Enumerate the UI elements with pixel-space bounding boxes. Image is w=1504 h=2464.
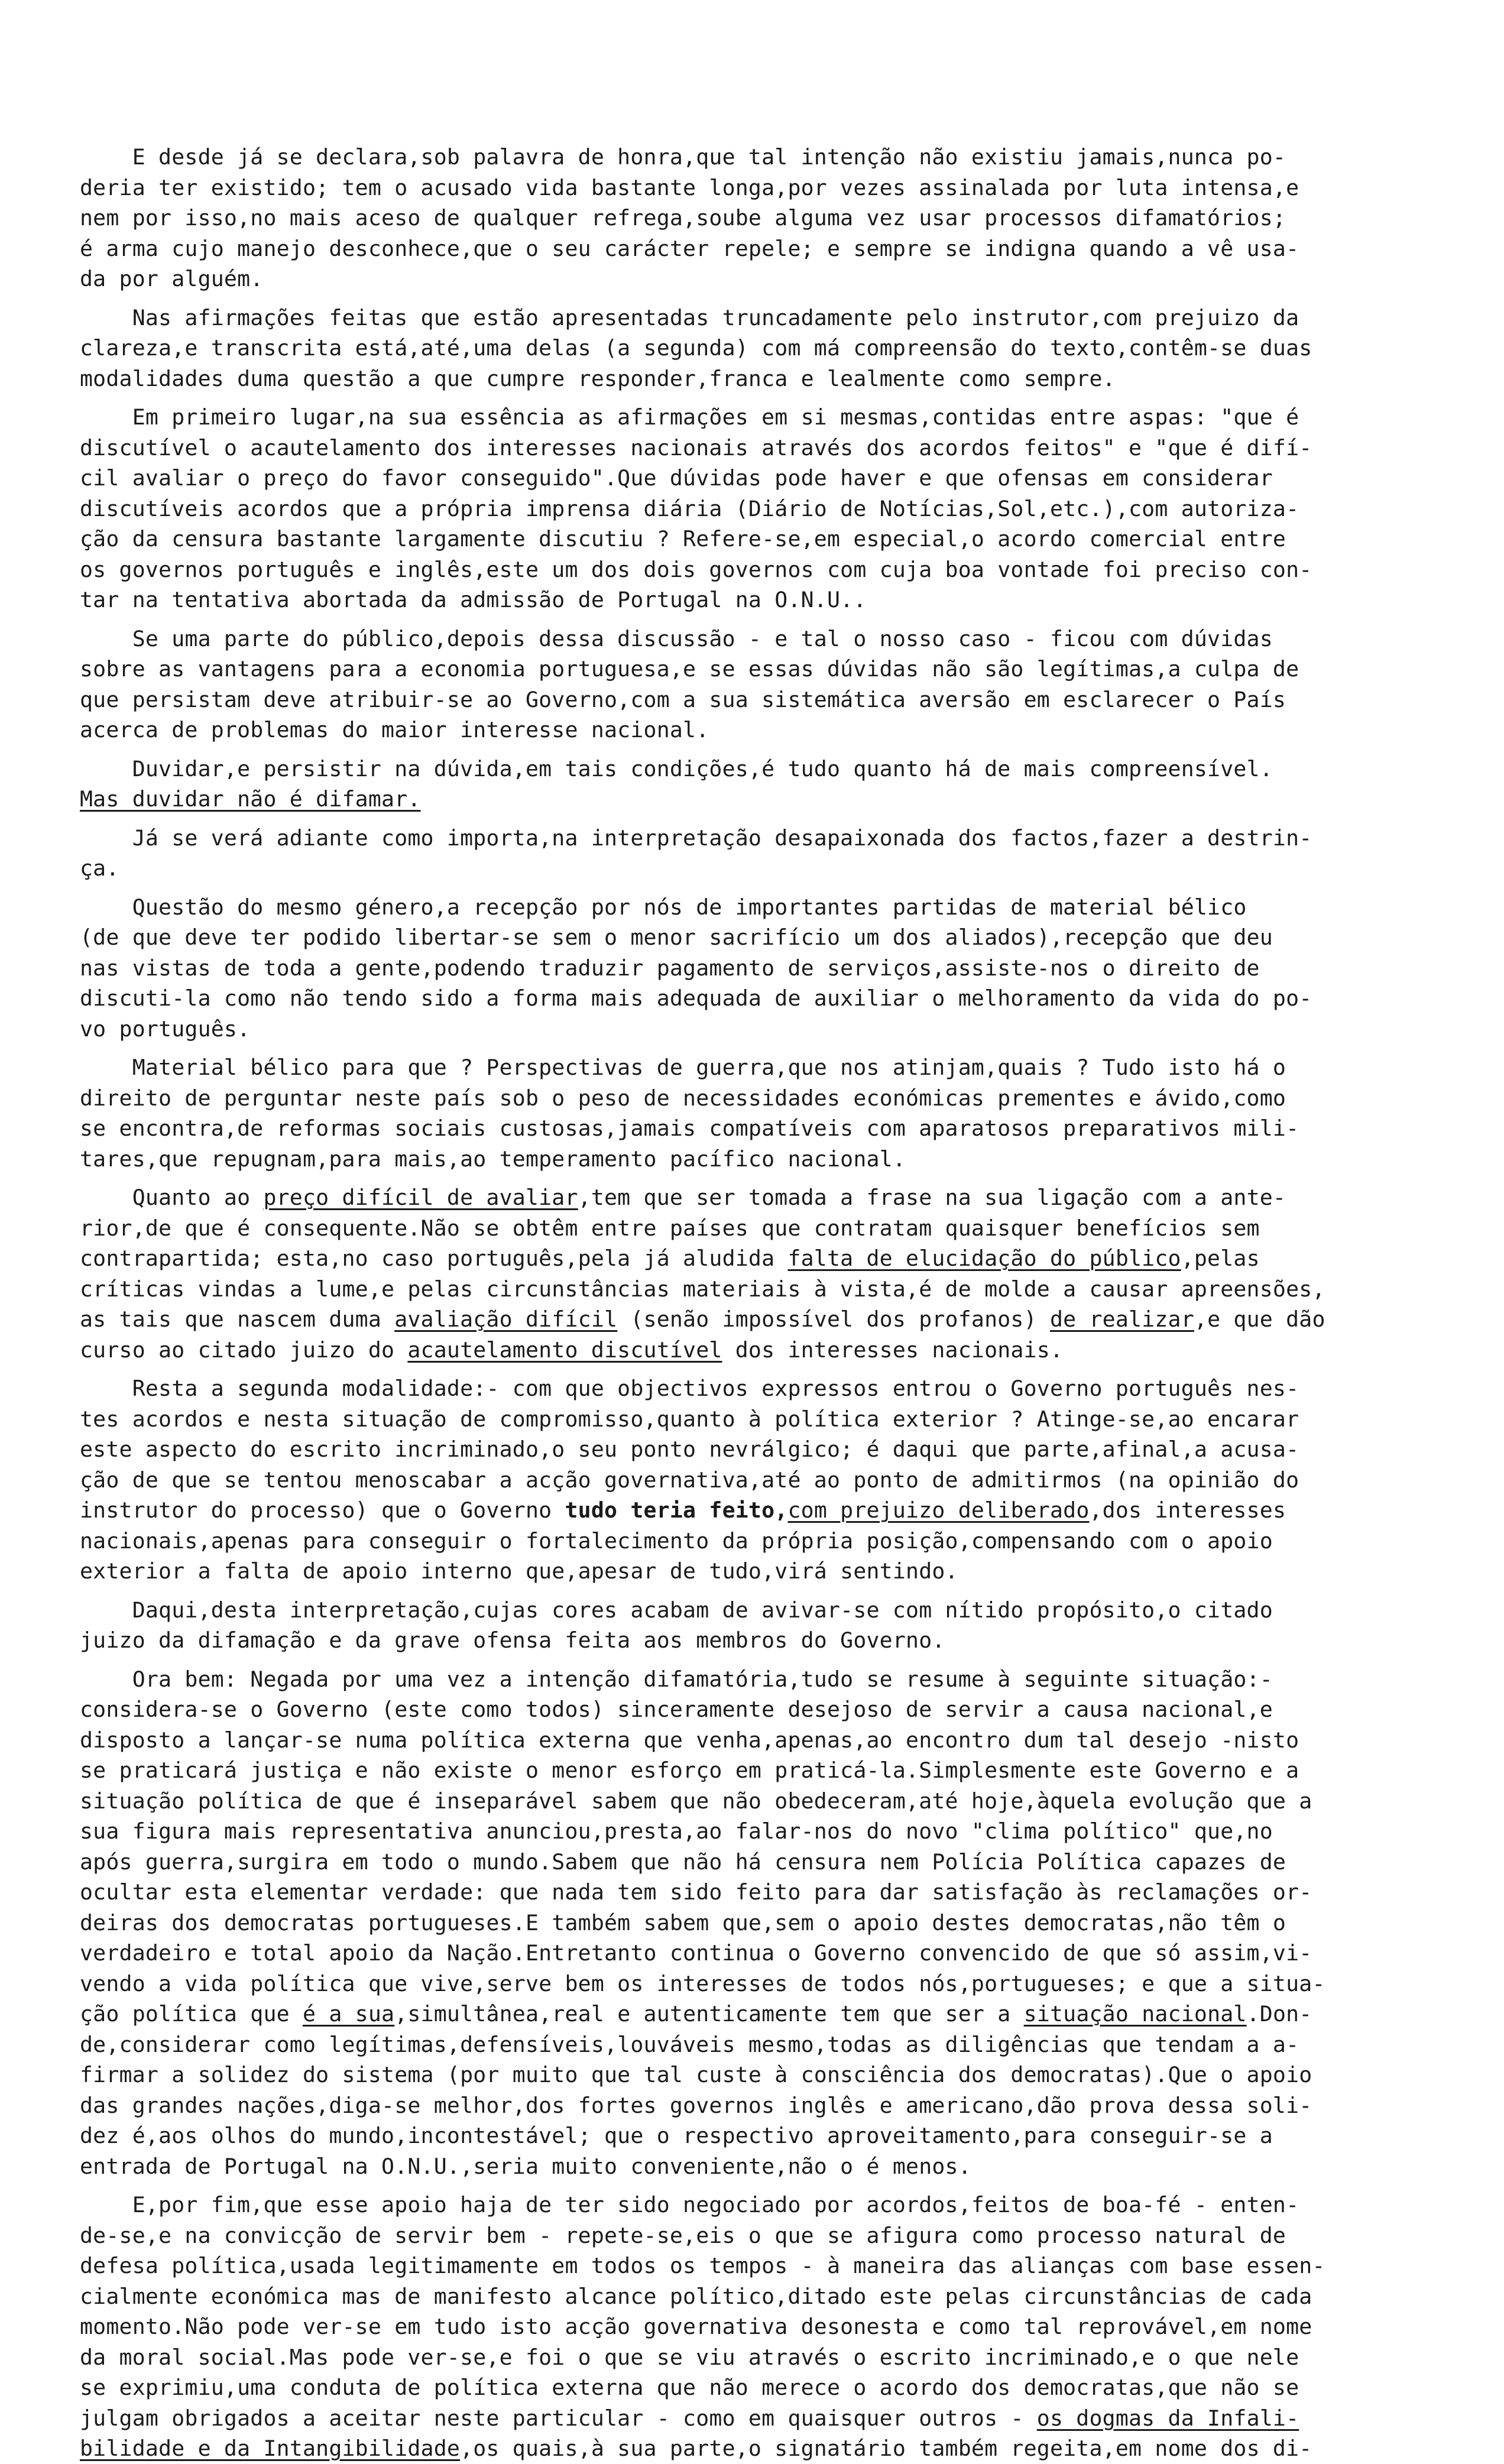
text-line: da moral social.Mas pode ver-se,e foi o que se viu através o escrito incriminado,e o que nele <box>80 2344 1299 2370</box>
text-line: clareza,e transcrita está,até,uma delas (a segunda) com má compreensão do texto,contêm-se duas <box>80 335 1312 361</box>
paragraph-gap <box>80 815 1451 823</box>
text-line: Ora bem: Negada por uma vez a intenção difamatória,tudo se resume à seguinte situação:- <box>80 1666 1273 1692</box>
paragraph-gap <box>80 884 1451 892</box>
underlined-phrase: de realizar <box>1049 1306 1194 1332</box>
text-line: discutível o acautelamento dos interesses nacionais através dos acordos feitos" e "que é difí- <box>80 435 1312 461</box>
underlined-phrase: bilidade e da Intangibilidade <box>80 2436 461 2461</box>
underlined-phrase: avaliação difícil <box>394 1306 618 1332</box>
text-line: vo português. <box>80 1016 251 1042</box>
underlined-phrase: acautelamento discutível <box>407 1337 722 1363</box>
text-line: ção política que é a sua,simultânea,real e autenticamente tem que ser a situação nacional.Don- <box>80 2001 1312 2027</box>
text-line: este aspecto do escrito incriminado,o seu ponto nevrálgico; é daqui que parte,afinal,a acusa- <box>80 1437 1299 1462</box>
text-line: exterior a falta de apoio interno que,apesar de tudo,virá sentindo. <box>80 1558 958 1584</box>
paragraph <box>80 892 1451 1045</box>
text-line: momento.Não pode ver-se em tudo isto acção governativa desonesta e como tal reprovável,em nome <box>80 2314 1312 2339</box>
underlined-phrase: com prejuizo deliberado <box>787 1497 1090 1523</box>
text-line: curso ao citado juizo do acautelamento discutível dos interesses nacionais. <box>80 1337 1064 1363</box>
text-line: críticas vindas a lume,e pelas circunstâncias materiais à vista,é de molde a causar apreensões, <box>80 1276 1325 1302</box>
text-line: Se uma parte do público,depois dessa discussão - e tal o nosso caso - ficou com dúvidas <box>80 625 1273 651</box>
text-line: situação política de que é inseparável sabem que não obedeceram,até hoje,àquela evolução que a <box>80 1788 1312 1814</box>
text-line: deiras dos democratas portugueses.E também sabem que,sem o apoio destes democratas,não têm o <box>80 1909 1286 1935</box>
text-line: rior,de que é consequente.Não se obtêm entre países que contratam quaisquer benefícios sem <box>80 1215 1260 1241</box>
text-line: Quanto ao preço difícil de avaliar,tem que ser tomada a frase na sua ligação com a ante- <box>80 1185 1286 1210</box>
text-line <box>80 784 1451 815</box>
text-line: Nas afirmações feitas que estão apresentadas truncadamente pelo instrutor,com prejuizo da <box>80 304 1299 330</box>
text-line: bilidade e da Intangibilidade,os quais,à sua parte,o signatário também regeita,em nome dos di- <box>80 2436 1312 2461</box>
text-line: da por alguém. <box>80 266 264 291</box>
text-line: Resta a segunda modalidade:- com que objectivos expressos entrou o Governo português nes- <box>80 1376 1299 1401</box>
underlined-phrase: situação nacional <box>1023 2001 1247 2027</box>
text-line: defesa política,usada legitimamente em todos os tempos - à maneira das alianças com base essen- <box>80 2253 1325 2278</box>
text-line: as tais que nascem duma avaliação difícil (senão impossível dos profanos) de realizar,e que dão <box>80 1306 1325 1332</box>
text-line: tes acordos e nesta situação de compromisso,quanto à política exterior ? Atinge-se,ao encarar <box>80 1406 1299 1432</box>
underlined-phrase: preço difícil de avaliar <box>263 1185 578 1210</box>
text-line: de,considerar como legítimas,defensíveis,louváveis mesmo,todas as diligências que tendam a a- <box>80 2031 1299 2057</box>
text-line: sua figura mais representativa anunciou,presta,ao falar-nos do novo "clima político" que,no <box>80 1818 1273 1844</box>
text-line: se exprimiu,uma conduta de política externa que não merece o acordo dos democratas,que não se <box>80 2375 1299 2400</box>
underlined-phrase: é a sua <box>302 2001 395 2027</box>
text-line: firmar a solidez do sistema (por muito que tal custe à consciência dos democratas).Que o apoio <box>80 2062 1312 2087</box>
text-line: nem por isso,no mais aceso de qualquer refrega,soube alguma vez usar processos difamatórios; <box>80 205 1286 231</box>
text-line: tar na tentativa abortada da admissão de Portugal na O.N.U.. <box>80 587 867 612</box>
paragraph-gap <box>80 1656 1451 1664</box>
text-line: verdadeiro e total apoio da Nação.Entretanto continua o Governo convencido de que só assim,vi- <box>80 1940 1312 1966</box>
text-line: julgam obrigados a aceitar neste particular - como em quaisquer outros - os dogmas da Infali- <box>80 2405 1299 2431</box>
text-line: é arma cujo manejo desconhece,que o seu carácter repele; e sempre se indigna quando a vê usa- <box>80 235 1299 261</box>
paragraph-gap <box>80 1174 1451 1182</box>
text-line: de-se,e na convicção de servir bem - repete-se,eis o que se afigura como processo natural de <box>80 2222 1286 2248</box>
text-line: nacionais,apenas para conseguir o fortalecimento da própria posição,compensando com o apoio <box>80 1528 1273 1554</box>
bold-phrase: tudo teria feito, <box>565 1497 788 1523</box>
paragraph <box>80 1373 1451 1587</box>
paragraph <box>80 402 1451 615</box>
text-line: direito de perguntar neste país sob o peso de necessidades económicas prementes e ávido,como <box>80 1085 1286 1111</box>
text-line: Daqui,desta interpretação,cujas cores acabam de avivar-se com nítido propósito,o citado <box>80 1597 1273 1623</box>
paragraph <box>80 1182 1451 1365</box>
text-line: acerca de problemas do maior interesse nacional. <box>80 717 709 743</box>
text-line: Já se verá adiante como importa,na interpretação desapaixonada dos factos,fazer a destrin- <box>80 825 1312 851</box>
underlined-phrase: os dogmas da Infali- <box>1036 2405 1299 2431</box>
text-line: considera-se o Governo (este como todos) sinceramente desejoso de servir a causa nacional,e <box>80 1697 1273 1722</box>
text-line: E,por fim,que esse apoio haja de ter sido negociado por acordos,feitos de boa-fé - enten- <box>80 2192 1299 2217</box>
text-line: E desde já se declara,sob palavra de honra,que tal intenção não existiu jamais,nunca po- <box>80 144 1286 170</box>
text-line: cialmente económica mas de manifesto alcance político,ditado este pelas circunstâncias de cada <box>80 2283 1312 2309</box>
text-line: discuti-la como não tendo sido a forma mais adequada de auxiliar o melhoramento da vida do po- <box>80 985 1312 1011</box>
text-line: (de que deve ter podido libertar-se sem o menor sacrifício um dos aliados),recepção que deu <box>80 925 1273 950</box>
text-line: ocultar esta elementar verdade: que nada tem sido feito para dar satisfação às reclamações or- <box>80 1879 1312 1905</box>
text-line: ção da censura bastante largamente discutiu ? Refere-se,em especial,o acordo comercial entre <box>80 526 1286 552</box>
text-line: Em primeiro lugar,na sua essência as afirmações em si mesmas,contidas entre aspas: "que é <box>80 404 1299 430</box>
paragraph <box>80 1595 1451 1656</box>
text-line: cil avaliar o preço do favor conseguido".Que dúvidas pode haver e que ofensas em considerar <box>80 465 1273 491</box>
text-line: deria ter existido; tem o acusado vida bastante longa,por vezes assinalada por luta intensa,e <box>80 174 1299 200</box>
text-line: que persistam deve atribuir-se ao Governo,com a sua sistemática aversão em esclarecer o País <box>80 686 1286 712</box>
paragraph-gap <box>80 394 1451 402</box>
text-line: juizo da difamação e da grave ofensa feita aos membros do Governo. <box>80 1627 945 1653</box>
paragraph <box>80 823 1451 884</box>
text-line: ça. <box>80 855 119 881</box>
text-line: se praticará justiça e não existe o menor esforço em praticá-la.Simplesmente este Governo e a <box>80 1758 1299 1783</box>
paragraph <box>80 2190 1451 2464</box>
paragraph <box>80 754 1451 815</box>
text-line: discutíveis acordos que a própria imprensa diária (Diário de Notícias,Sol,etc.),com autoriza- <box>80 495 1299 521</box>
text-line: vendo a vida política que vive,serve bem os interesses de todos nós,portugueses; e que a situa- <box>80 1970 1325 1996</box>
paragraph <box>80 303 1451 394</box>
paragraph-gap <box>80 615 1451 624</box>
text-line: sobre as vantagens para a economia portuguesa,e se essas dúvidas não são legítimas,a culpa de <box>80 656 1299 682</box>
paragraph <box>80 624 1451 745</box>
text-line: após guerra,surgira em todo o mundo.Sabem que não há censura nem Polícia Política capazes de <box>80 1849 1286 1875</box>
text-line: ção de que se tentou menoscabar a acção governativa,até ao ponto de admitirmos (na opinião do <box>80 1467 1299 1493</box>
text-line: modalidades duma questão a que cumpre responder,franca e lealmente como sempre. <box>80 365 1116 391</box>
underlined-phrase: Mas duvidar não é difamar. <box>80 786 421 812</box>
paragraph-gap <box>80 294 1451 303</box>
text-line: Questão do mesmo género,a recepção por nós de importantes partidas de material bélico <box>80 894 1247 920</box>
text-line: nas vistas de toda a gente,podendo traduzir pagamento de serviços,assiste-nos o direito de <box>80 955 1260 981</box>
text-line: tares,que repugnam,para mais,ao temperamento pacífico nacional. <box>80 1146 906 1172</box>
text-line: dez é,aos olhos do mundo,incontestável; que o respectivo aproveitamento,para conseguir-se a <box>80 2123 1273 2148</box>
text-line: disposto a lançar-se numa política externa que venha,apenas,ao encontro dum tal desejo -nisto <box>80 1727 1299 1753</box>
text-line: instrutor do processo) que o Governo tudo teria feito,com prejuizo deliberado,dos interesses <box>80 1497 1286 1523</box>
text-line: contrapartida; esta,no caso português,pela já aludida falta de elucidação do público,pelas <box>80 1246 1260 1271</box>
text-line: os governos português e inglês,este um dos dois governos com cuja boa vontade foi preciso con- <box>80 556 1312 582</box>
text-line: entrada de Portugal na O.N.U.,seria muito conveniente,não o é menos. <box>80 2153 971 2179</box>
paragraph-gap <box>80 2181 1451 2190</box>
paragraph-gap <box>80 1587 1451 1595</box>
paragraph <box>80 142 1451 294</box>
text-line: das grandes nações,diga-se melhor,dos fortes governos inglês e americano,dão prova dessa soli- <box>80 2092 1312 2118</box>
typed-document-page <box>80 142 1451 2464</box>
paragraph <box>80 1664 1451 2182</box>
underlined-phrase: falta de elucidação do público <box>787 1246 1181 1271</box>
text-line: Material bélico para que ? Perspectivas de guerra,que nos atinjam,quais ? Tudo isto há o <box>80 1055 1286 1080</box>
paragraph-gap <box>80 1365 1451 1373</box>
paragraph-gap <box>80 745 1451 754</box>
text-line: Duvidar,e persistir na dúvida,em tais condições,é tudo quanto há de mais compreensível. <box>80 756 1273 782</box>
text-line: se encontra,de reformas sociais custosas,jamais compatíveis com aparatosos preparativos mili- <box>80 1116 1299 1141</box>
paragraph-gap <box>80 1044 1451 1052</box>
paragraph <box>80 1052 1451 1174</box>
